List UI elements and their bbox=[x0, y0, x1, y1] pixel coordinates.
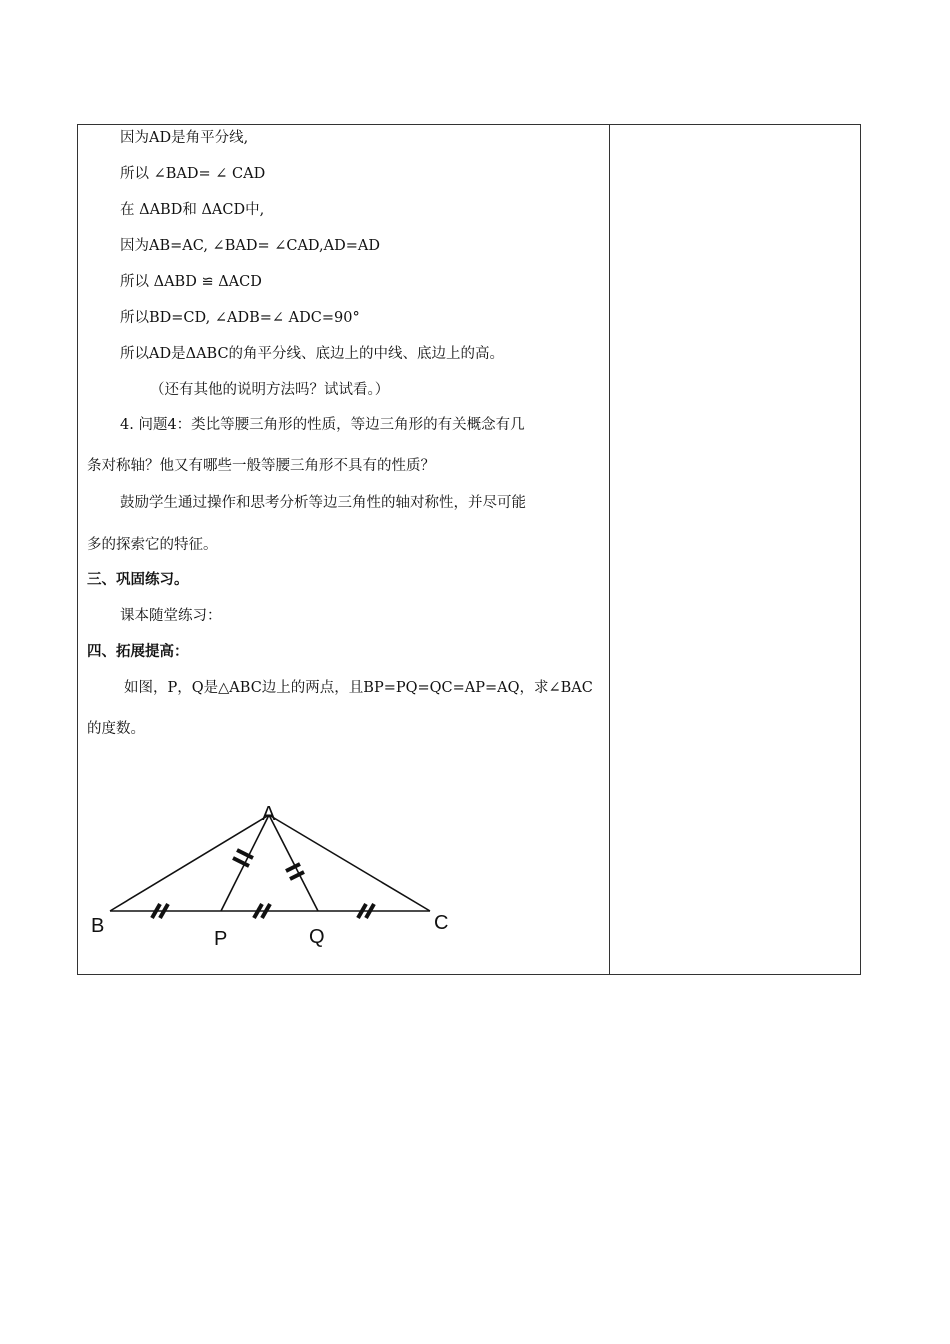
text-line-16: 如图，P，Q是△ABC边上的两点，且BP=PQ=QC=AP=AQ，求∠BAC bbox=[124, 680, 593, 696]
text-line-2: 所以 ∠BAD= ∠ CAD bbox=[120, 166, 266, 182]
text-line-17: 的度数。 bbox=[87, 721, 145, 737]
text-line-5: 所以 ΔABD ≌ ΔACD bbox=[120, 274, 262, 290]
text-line-4: 因为AB=AC, ∠BAD= ∠CAD,AD=AD bbox=[120, 238, 380, 254]
text-line-12: 多的探索它的特征。 bbox=[87, 537, 218, 553]
label-p: P bbox=[214, 928, 228, 950]
text-line-6: 所以BD=CD, ∠ADB=∠ ADC=90° bbox=[120, 310, 360, 326]
text-line-7: 所以AD是ΔABC的角平分线、底边上的中线、底边上的高。 bbox=[120, 346, 505, 362]
section-heading-4: 四、拓展提高： bbox=[87, 644, 189, 660]
text-line-3: 在 ΔABD和 ΔACD中, bbox=[120, 202, 265, 218]
section-heading-3: 三、巩固练习。 bbox=[87, 572, 189, 588]
text-line-1: 因为AD是角平分线, bbox=[120, 130, 249, 146]
text-line-11: 鼓励学生通过操作和思考分析等边三角性的轴对称性，并尽可能 bbox=[120, 495, 526, 511]
text-line-9: 4. 问题4：类比等腰三角形的性质，等边三角形的有关概念有几 bbox=[120, 417, 525, 433]
label-q: Q bbox=[309, 926, 325, 948]
label-b: B bbox=[91, 915, 105, 937]
label-c: C bbox=[434, 912, 449, 934]
text-line-14: 课本随堂练习： bbox=[120, 608, 222, 624]
label-a: A bbox=[262, 803, 276, 825]
text-line-10: 条对称轴？他又有哪些一般等腰三角形不具有的性质？ bbox=[87, 458, 435, 474]
text-line-8: （还有其他的说明方法吗？试试看。） bbox=[150, 382, 390, 398]
